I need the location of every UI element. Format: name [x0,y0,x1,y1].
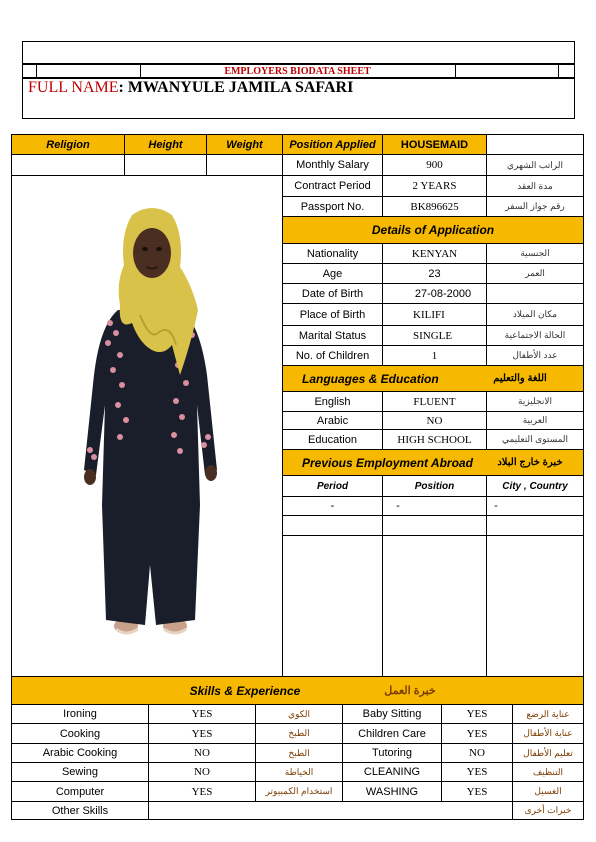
skill-cleaning-arabic: التنظيف [532,766,564,777]
skill-tutoring-label: Tutoring [372,747,412,759]
children-value: 1 [431,349,438,362]
dob-label: Date of Birth [301,287,364,300]
children-label: No. of Children [295,349,370,362]
passport-value: BK896625 [410,200,459,213]
skill-cooking-label: Cooking [59,727,101,740]
skill-baby-sitting-arabic: عناية الرضع [526,708,570,719]
header-top-box [22,41,575,64]
rule [382,475,383,676]
header-divider [558,64,559,78]
full-name-line [28,79,353,97]
employment-period: - [330,500,335,512]
passport-arabic: رقم جواز السفر [505,201,565,211]
skill-children-care-value: YES [466,727,488,740]
sheet-title: EMPLOYERS BIODATA SHEET [224,65,371,77]
details-title: Details of Application [371,223,495,237]
languages-title: Languages & Education [302,371,439,386]
skill-tutoring-arabic: تعليم الأطفال [523,747,573,758]
arabic-label: Arabic [316,414,349,427]
education-label: Education [308,433,357,446]
weight-header: Weight [226,138,263,151]
place-of-birth-value: KILIFI [413,308,445,321]
candidate-photo [80,205,220,645]
arabic-arabic: العربية [522,415,548,425]
full-name-label: FULL NAME [28,79,119,96]
monthly-salary-label: Monthly Salary [296,159,369,171]
skill-computer-arabic: استخدام الكمبيوتر [265,786,333,796]
marital-status-value: SINGLE [413,329,453,342]
employment-arabic: خبرة خارج البلاد [497,457,563,468]
skill-arabic-cooking-arabic: الطبخ [288,747,310,758]
nationality-label: Nationality [306,247,359,260]
skill-computer-label: Computer [55,785,105,798]
other-skills-arabic: خبرات أخرى [524,805,572,815]
period-header: Period [316,480,349,492]
skill-sewing-arabic: الخياطة [284,766,314,777]
rule [282,535,584,536]
skill-arabic-cooking-value: NO [194,747,210,759]
age-value: 23 [428,267,441,280]
monthly-salary-value: 900 [426,159,443,171]
skill-baby-sitting-value: YES [466,708,488,720]
skill-washing-value: YES [466,785,488,798]
place-of-birth-label: Place of Birth [299,308,366,321]
skill-cooking-arabic: الطبخ [288,728,310,738]
languages-arabic: اللغة والتعليم [493,373,547,384]
marital-status-label: Marital Status [298,329,367,342]
skills-title: Skills & Experience [189,683,301,698]
employment-position: - [396,500,400,512]
skill-arabic-cooking-label: Arabic Cooking [42,747,118,759]
marital-status-arabic: الحالة الاجتماعية [504,330,566,340]
skill-ironing-value: YES [191,708,213,720]
english-value: FLUENT [413,395,456,408]
position-applied-value: HOUSEMAID [400,138,469,151]
education-arabic: المستوى التعليمي [501,434,569,444]
candidate-figure-graphic [80,205,220,645]
skill-sewing-label: Sewing [61,766,99,778]
position-header: Position [414,480,455,492]
height-header: Height [148,138,183,151]
skill-ironing-label: Ironing [63,708,97,720]
nationality-arabic: الجنسية [520,248,550,258]
rule [282,515,584,516]
skill-children-care-arabic: عناية الأطفال [523,728,573,738]
full-name-value: : MWANYULE JAMILA SAFARI [118,79,354,96]
skill-washing-label: WASHING [365,785,419,798]
skill-children-care-label: Children Care [358,727,426,740]
rule [486,475,487,676]
arabic-value: NO [426,414,443,427]
employment-title: Previous Employment Abroad [302,455,473,470]
position-applied-header: Position Applied [289,138,376,151]
skill-baby-sitting-label: Baby Sitting [362,708,422,720]
skill-tutoring-value: NO [469,747,485,759]
nationality-value: KENYAN [411,247,458,260]
skill-cleaning-label: CLEANING [363,766,421,778]
skill-computer-value: YES [191,785,213,798]
other-skills-label: Other Skills [51,804,109,817]
city-country-header: City , Country [502,480,568,492]
education-value: HIGH SCHOOL [397,433,472,446]
skill-sewing-value: NO [194,766,210,778]
employment-city: - [494,500,498,512]
dob-value: 27-08-2000 [414,287,472,300]
english-arabic: الانجليزية [518,396,552,406]
header-divider [36,64,37,78]
age-arabic: العمر [525,268,545,278]
english-label: English [314,395,351,408]
skill-cleaning-value: YES [466,766,488,778]
skills-arabic: خبرة العمل [384,685,436,697]
rule [11,175,282,176]
passport-label: Passport No. [300,200,365,213]
contract-period-label: Contract Period [294,180,371,192]
contract-period-value: 2 YEARS [412,180,457,192]
skill-ironing-arabic: الكوي [288,708,310,719]
monthly-salary-arabic: الراتب الشهري [507,159,563,170]
contract-period-arabic: مدة العقد [517,180,553,191]
children-arabic: عدد الأطفال [512,350,558,360]
place-of-birth-arabic: مكان الميلاد [512,309,558,319]
religion-header: Religion [46,138,90,151]
top-header-blank [486,135,583,154]
header-divider [455,64,456,78]
skill-washing-arabic: الغسيل [534,786,562,796]
dob-arabic [503,284,583,303]
skill-cooking-value: YES [191,727,213,740]
age-label: Age [322,267,343,280]
